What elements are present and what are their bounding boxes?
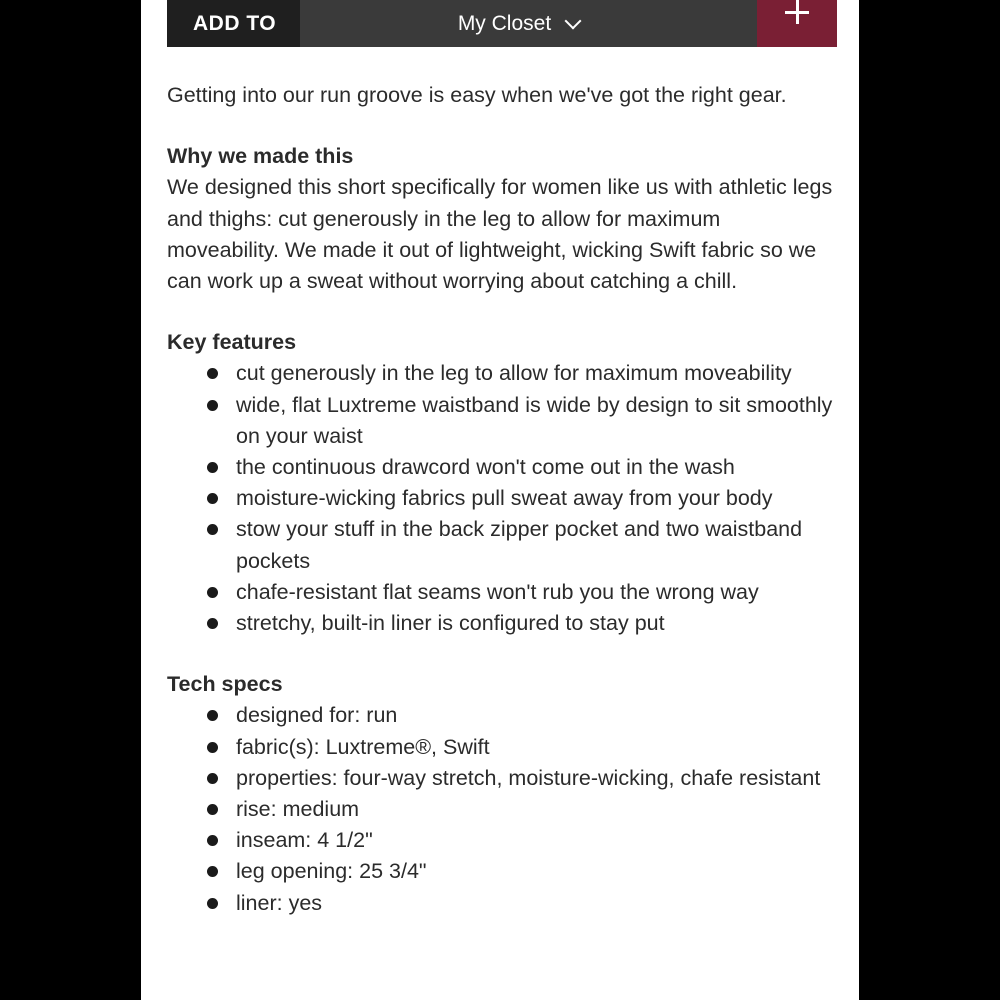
product-description [167,80,837,919]
specs-list [167,700,837,918]
features-list [167,358,837,639]
list-item: the continuous drawcord won't come out in the wash [236,452,837,483]
intro-text: Getting into our run groove is easy when we've got the right gear. [167,83,787,107]
list-item: stretchy, built-in liner is configured to stay put [236,608,837,639]
list-item: chafe-resistant flat seams won't rub you the wrong way [236,577,837,608]
list-item: wide, flat Luxtreme waistband is wide by design to sit smoothly on your waist [236,390,837,452]
list-item: fabric(s): Luxtreme®, Swift [236,732,837,763]
list-item: leg opening: 25 3/4" [236,856,837,887]
chevron-down-icon [565,12,582,29]
add-to-closet-button[interactable] [757,0,837,47]
closet-select-value: My Closet [457,11,552,35]
why-heading: Why we made this [167,144,354,169]
product-details-page [141,0,859,1000]
list-item: inseam: 4 1/2" [236,825,837,856]
specs-heading: Tech specs [167,672,283,697]
add-to-label: ADD TO [167,0,300,47]
list-item: moisture-wicking fabrics pull sweat away from your body [236,483,837,514]
list-item: properties: four-way stretch, moisture-wicking, chafe resistant [236,763,837,794]
features-heading: Key features [167,330,297,355]
list-item: liner: yes [236,888,837,919]
why-text: We designed this short specifically for women like us with athletic legs and thighs: cut generously in the leg to allow for maximum moveability. We made it out of lightweight, wicking Swift fabric so we can work up a sweat without worrying about catching a chill. [167,175,833,294]
list-item: cut generously in the leg to allow for maximum moveability [236,358,837,389]
list-item: rise: medium [236,794,837,825]
list-item: stow your stuff in the back zipper pocket and two waistband pockets [236,514,837,576]
add-to-closet-bar [167,0,837,47]
list-item: designed for: run [236,700,837,731]
closet-select[interactable] [300,0,757,47]
